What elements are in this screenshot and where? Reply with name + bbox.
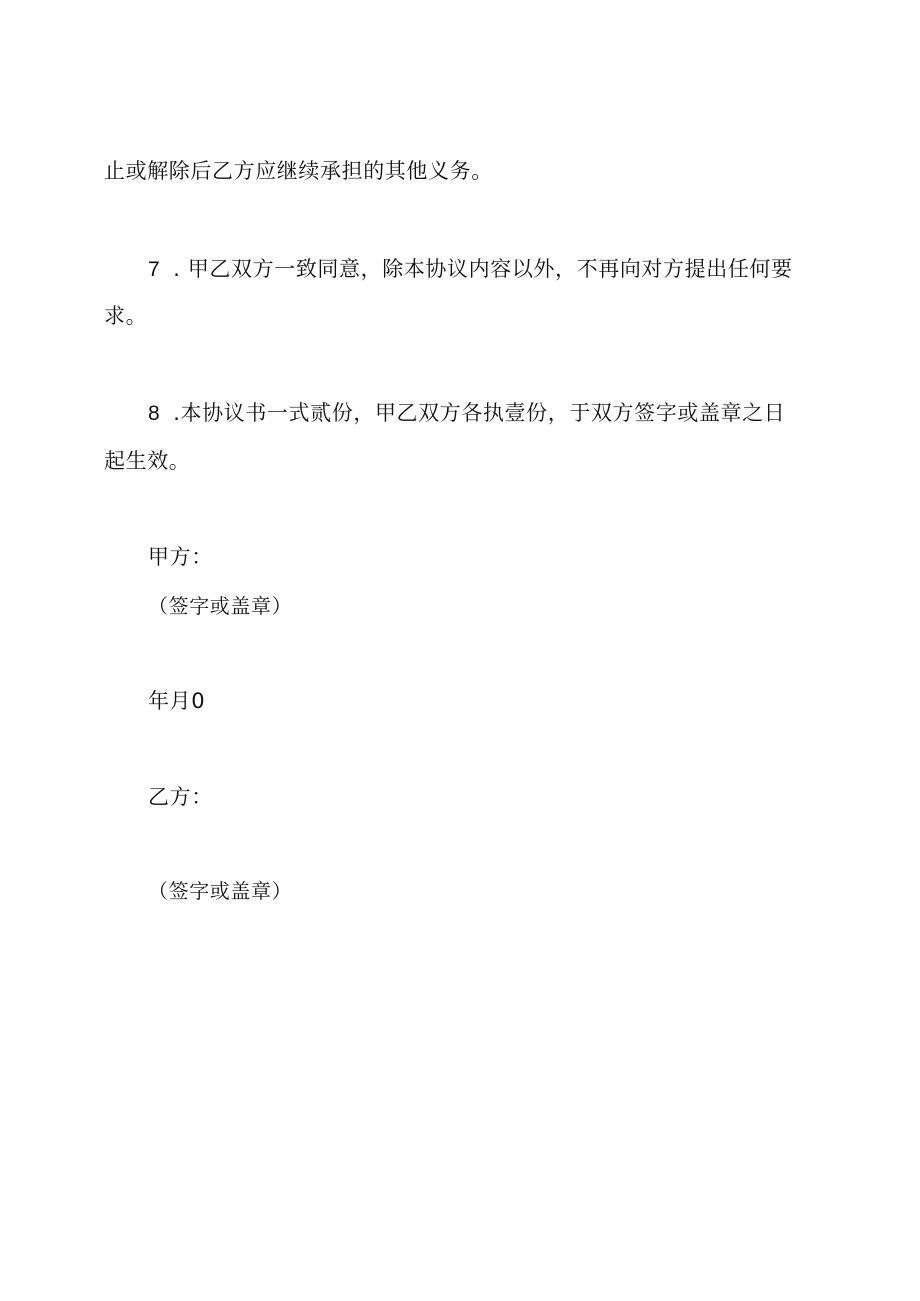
- item-7-text: . 甲乙双方一致同意，除本协议内容以外，不再向对方提出任何要: [166, 257, 793, 281]
- item-8-line-2: 起生效。: [104, 449, 191, 473]
- item-7-line-1: [148, 254, 793, 285]
- item-7-number: 7: [148, 258, 161, 281]
- paragraph-6-end: 止或解除后乙方应继续承担的其他义务。: [104, 159, 493, 183]
- party-a-label: 甲方：: [148, 545, 213, 569]
- item-7-line-2: 求。: [104, 304, 148, 328]
- item-8-text: .本协议书一式贰份，甲乙双方各执壹份，于双方签字或盖章之日: [166, 401, 786, 425]
- party-a-date: 年月0: [148, 689, 206, 713]
- party-a-sign-hint: （签字或盖章）: [148, 594, 293, 618]
- party-b-sign-hint: （签字或盖章）: [148, 879, 293, 903]
- item-8-number: 8: [148, 402, 161, 425]
- party-b-label: 乙方：: [148, 785, 213, 809]
- item-8-line-1: [148, 398, 785, 429]
